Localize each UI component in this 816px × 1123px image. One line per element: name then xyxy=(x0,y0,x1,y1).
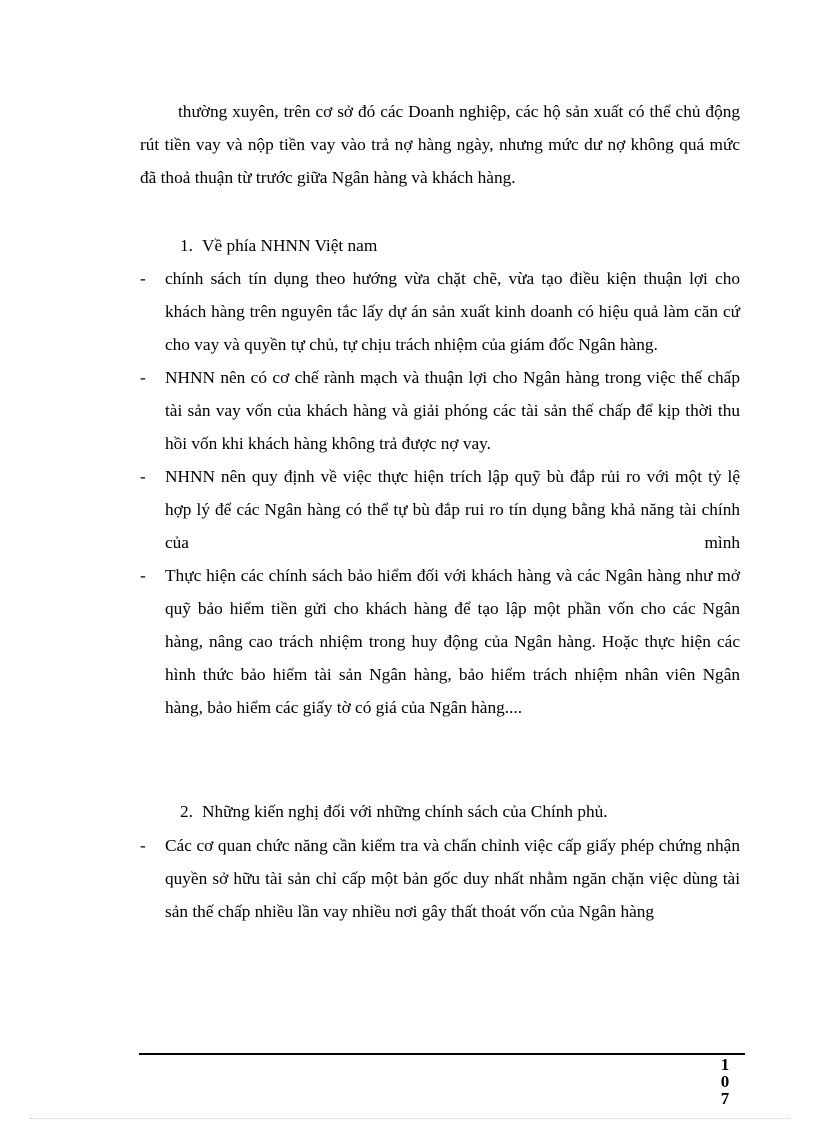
intro-paragraph: thường xuyên, trên cơ sở đó các Doanh nghiệp, các hộ sản xuất có thể chủ động rút tiền vay và nộp tiền vay vào trả nợ hàng ngày, nhưng mức dư nợ không quá mức đã thoả thuận từ trước giữa Ngân hàng và khách hàng. xyxy=(140,102,740,187)
bullet-text: NHNN nên có cơ chế rành mạch và thuận lợi cho Ngân hàng trong việc thế chấp tài sản vay vốn của khách hàng và giải phóng các tài sản thế chấp để kịp thời thu hồi vốn khi khách hàng không trả được nợ vay. xyxy=(165,368,740,453)
bullet-dash: - xyxy=(140,368,146,387)
bullet-text: Các cơ quan chức năng cần kiểm tra và chấn chỉnh việc cấp giấy phép chứng nhận quyền sở hữu tài sản chỉ cấp một bản gốc duy nhất nhằm ngăn chặn việc dùng tài sản thế chấp nhiều lần vay nhiều nơi gây thất thoát vốn của Ngân hàng xyxy=(165,836,740,921)
section-1-bullet-list xyxy=(140,262,740,724)
bullet-item xyxy=(140,262,740,361)
section-title: Về phía NHNN Việt nam xyxy=(202,236,378,255)
footer-rule xyxy=(139,1053,745,1055)
bullet-text: NHNN nên quy định về việc thực hiện trích lập quỹ bù đắp rủi ro với một tỷ lệ hợp lý để các Ngân hàng có thể tự bù đắp rui ro tín dụng bằng khả năng tài chính của mình xyxy=(165,467,740,552)
section-heading-1 xyxy=(180,229,377,262)
bullet-dash: - xyxy=(140,566,146,585)
page-number: 107 xyxy=(720,1055,730,1108)
section-number: 2. xyxy=(180,802,193,821)
bullet-item xyxy=(140,460,740,559)
bullet-item xyxy=(140,559,740,724)
bullet-item xyxy=(140,829,740,928)
bullet-dash: - xyxy=(140,467,146,486)
section-number: 1. xyxy=(180,236,193,255)
bullet-dash: - xyxy=(140,836,146,855)
section-2-bullet-list xyxy=(140,829,740,928)
page-edge-divider xyxy=(30,1118,790,1119)
bullet-text: Thực hiện các chính sách bảo hiểm đối với khách hàng và các Ngân hàng như mở quỹ bảo hiểm tiền gửi cho khách hàng để tạo lập một phần vốn cho các Ngân hàng, nâng cao trách nhiệm trong huy động của Ngân hàng. Hoặc thực hiện các hình thức bảo hiểm tài sản Ngân hàng, bảo hiểm trách nhiệm nhân viên Ngân hàng, bảo hiểm các giấy tờ có giá của Ngân hàng.... xyxy=(165,566,740,717)
bullet-dash: - xyxy=(140,269,146,288)
bullet-text: chính sách tín dụng theo hướng vừa chặt chẽ, vừa tạo điều kiện thuận lợi cho khách hàng trên nguyên tắc lấy dự án sản xuất kinh doanh có hiệu quả làm căn cứ cho vay và quyền tự chủ, tự chịu trách nhiệm của giám đốc Ngân hàng. xyxy=(165,269,740,354)
section-title: Những kiến nghị đối với những chính sách của Chính phủ. xyxy=(202,802,608,821)
section-heading-2 xyxy=(180,795,608,828)
bullet-item xyxy=(140,361,740,460)
